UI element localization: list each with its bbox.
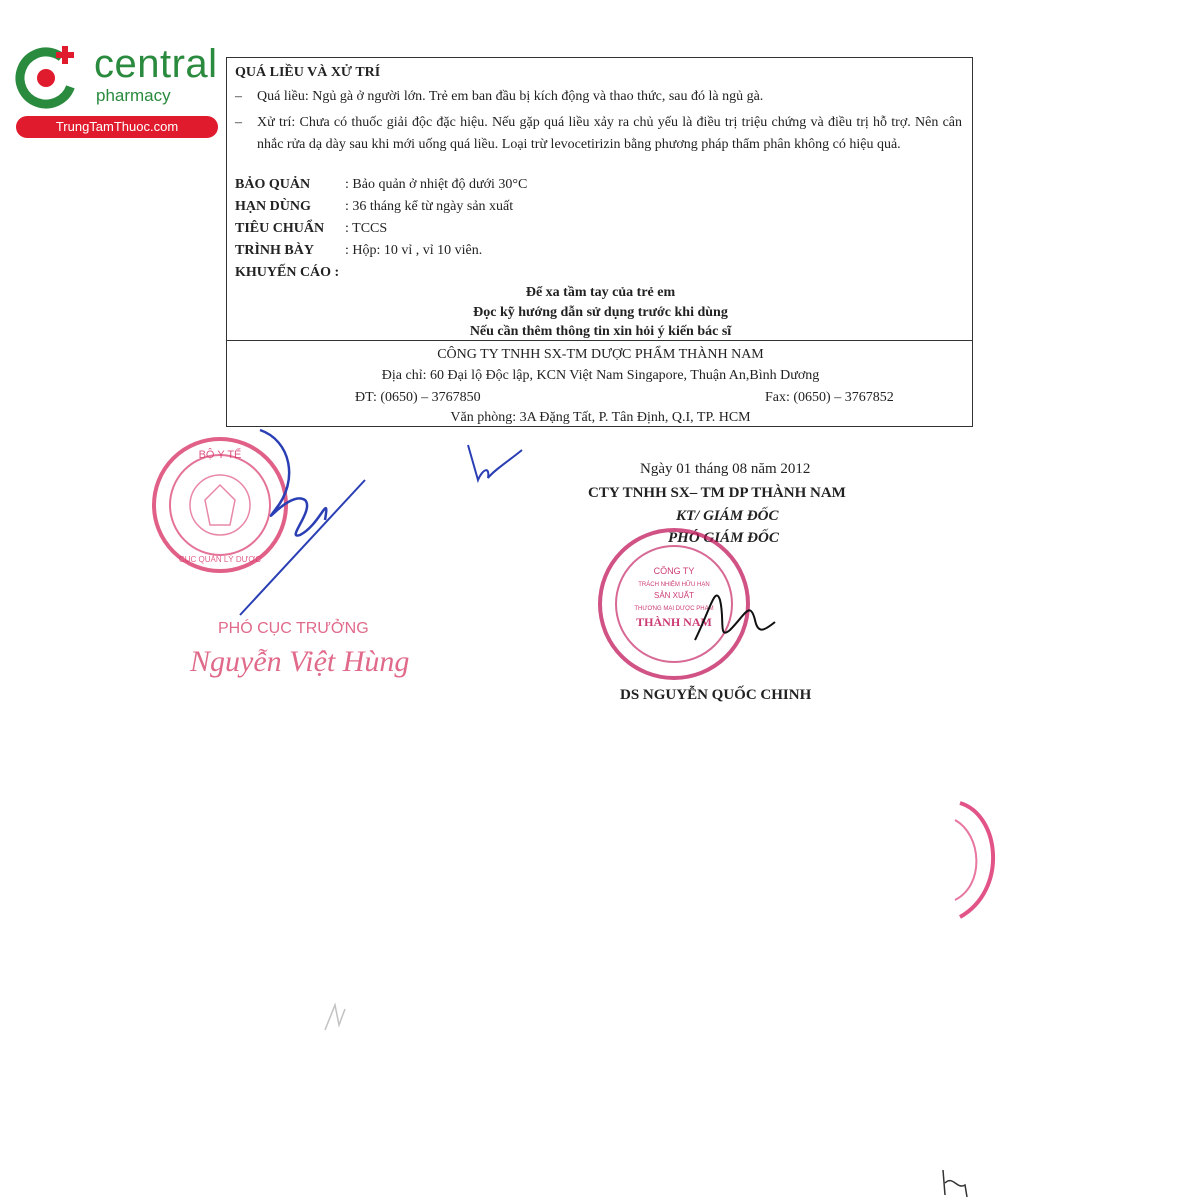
logo-url-badge[interactable]: TrungTamThuoc.com xyxy=(16,116,218,138)
central-pharmacy-logo xyxy=(8,36,218,146)
logo-subtitle: pharmacy xyxy=(96,86,171,105)
seal-side-text: CỤC QUẢN LÝ DƯỢC xyxy=(178,555,262,564)
treatment-bullet: – xyxy=(235,115,242,130)
warning-line: Để xa tầm tay của trẻ em xyxy=(525,285,676,300)
seal-line: THÀNH NAM xyxy=(636,615,712,629)
seal-line: THƯƠNG MẠI DƯỢC PHẨM xyxy=(634,606,714,612)
document-info-box xyxy=(226,57,973,427)
edge-seal-fragment xyxy=(930,795,1010,925)
central-logo-icon xyxy=(12,40,84,112)
company-phone: ĐT: (0650) – 3767850 xyxy=(355,390,481,405)
treatment-item: Xử trí: Chưa có thuốc giải độc đặc hiệu. Nếu gặp quá liều xảy ra chủ yếu là điều trị triệu chứng và điều trị hỗ trợ. Nên cân nhắc rửa dạ dày sau khi mới uống quá liều. Loại trừ levocetirizin bằng phương pháp thẩm phân không có hiệu quả. xyxy=(257,115,962,152)
presentation-value: : Hộp: 10 vỉ , vỉ 10 viên. xyxy=(345,243,483,258)
signature-role: PHÓ GIÁM ĐỐC xyxy=(668,530,779,546)
director-signature xyxy=(690,580,780,650)
shelf-life-label: HẠN DÙNG xyxy=(235,199,311,214)
company-fax: Fax: (0650) – 3767852 xyxy=(765,390,894,405)
overdose-heading: QUÁ LIỀU VÀ XỬ TRÍ xyxy=(235,65,381,80)
company-office: Văn phòng: 3A Đặng Tất, P. Tân Định, Q.I, TP. HCM xyxy=(450,410,751,425)
warning-line: Nếu cần thêm thông tin xin hỏi ý kiến bác sĩ xyxy=(469,324,732,339)
warning-label: KHUYẾN CÁO : xyxy=(235,265,340,280)
overdose-bullet: – xyxy=(235,89,242,104)
vice-director-name: Nguyễn Việt Hùng xyxy=(190,645,410,678)
box-divider xyxy=(227,340,972,341)
faint-scribble xyxy=(315,995,355,1035)
standard-label: TIÊU CHUẨN xyxy=(235,221,325,236)
seal-line: TRÁCH NHIỆM HỮU HẠN xyxy=(638,582,710,588)
signature-company: CTY TNHH SX– TM DP THÀNH NAM xyxy=(588,485,846,501)
seal-top-text: BỘ Y TẾ xyxy=(198,449,242,461)
signer-name: DS NGUYỄN QUỐC CHINH xyxy=(620,687,812,703)
left-signature xyxy=(230,420,370,620)
vice-director-title: PHÓ CỤC TRƯỞNG xyxy=(218,620,369,637)
initials-mark xyxy=(460,440,530,490)
warning-line: Đọc kỹ hướng dẫn sử dụng trước khi dùng xyxy=(473,305,728,320)
storage-value: : Bảo quản ở nhiệt độ dưới 30°C xyxy=(345,177,528,192)
shelf-life-value: : 36 tháng kể từ ngày sản xuất xyxy=(345,199,514,214)
corner-scribble xyxy=(935,1165,975,1200)
storage-label: BẢO QUẢN xyxy=(235,177,311,192)
company-address: Địa chỉ: 60 Đại lộ Độc lập, KCN Việt Nam Singapore, Thuận An,Bình Dương xyxy=(381,368,820,383)
seal-line: SẢN XUẤT xyxy=(653,591,695,600)
company-name: CÔNG TY TNHH SX-TM DƯỢC PHẨM THÀNH NAM xyxy=(437,347,764,362)
logo-name: central xyxy=(94,42,218,86)
presentation-label: TRÌNH BÀY xyxy=(235,243,314,258)
signature-date: Ngày 01 tháng 08 năm 2012 xyxy=(640,461,811,477)
seal-line: CÔNG TY xyxy=(653,566,695,576)
signature-role: KT/ GIÁM ĐỐC xyxy=(676,508,779,524)
overdose-item: Quá liều: Ngủ gà ở người lớn. Trẻ em ban đầu bị kích động và thao thức, sau đó là ngủ gà. xyxy=(257,89,764,104)
standard-value: : TCCS xyxy=(345,221,388,236)
